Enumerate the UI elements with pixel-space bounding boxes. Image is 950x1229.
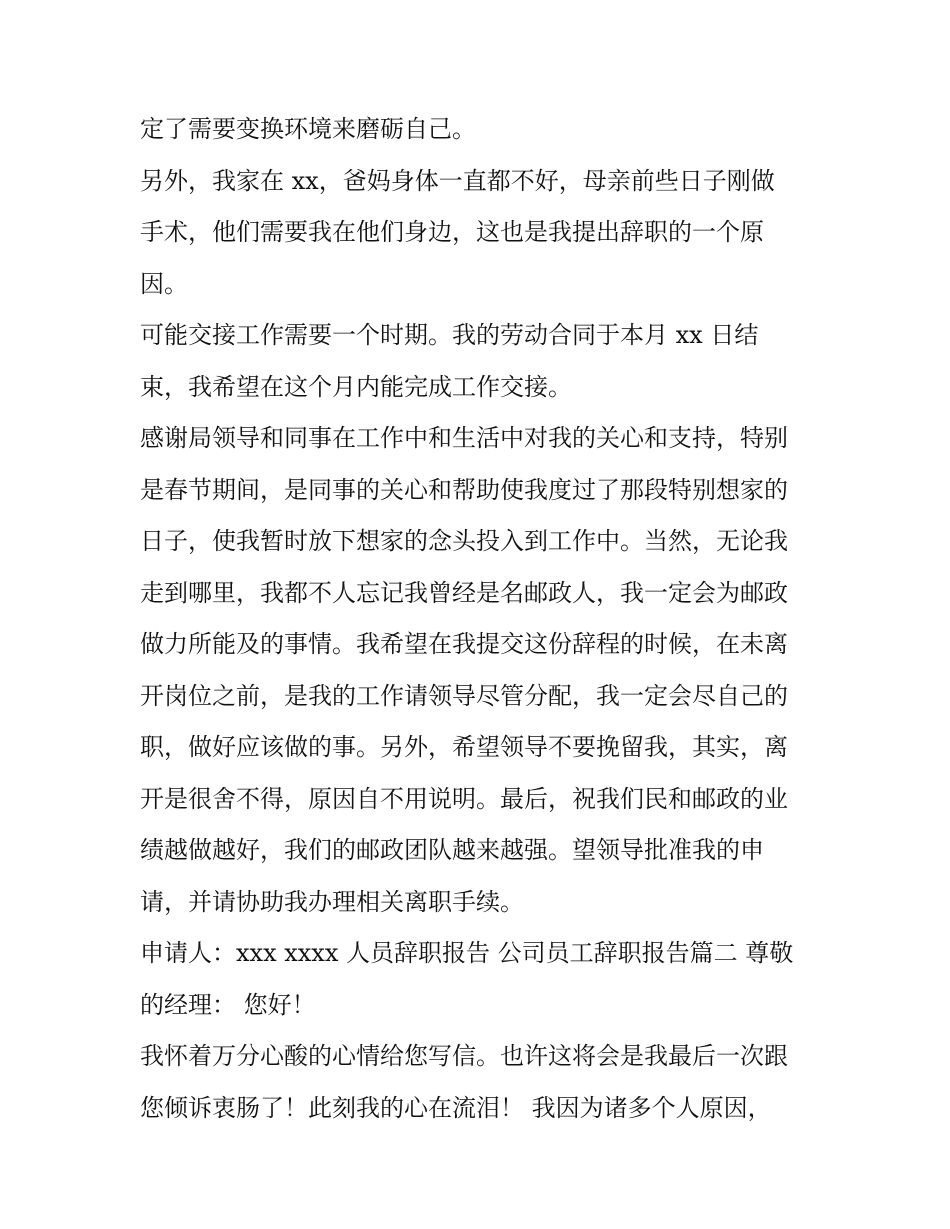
- text-line: 开是很舍不得，原因自不用说明。最后，祝我们民和邮政的业: [140, 784, 788, 813]
- text-line: 手术，他们需要我在他们身边，这也是我提出辞职的一个原: [140, 218, 764, 246]
- text-line: 我怀着万分心酸的心情给您写信。也许这将会是我最后一次跟: [140, 1042, 788, 1070]
- text-line: 申请人：xxx xxxx 人员辞职报告 公司员工辞职报告篇二 尊敬: [140, 939, 794, 967]
- text-line: 是春节期间，是同事的关心和帮助使我度过了那段特别想家的: [140, 475, 788, 504]
- text-line: 日子，使我暂时放下想家的念头投入到工作中。当然，无论我: [140, 527, 788, 555]
- text-line: 做力所能及的事情。我希望在我提交这份辞程的时候，在未离: [140, 630, 788, 658]
- text-line: 因。: [140, 269, 188, 298]
- text-line: 请，并请协助我办理相关离职手续。: [140, 887, 524, 916]
- text-line: 另外，我家在 xx，爸妈身体一直都不好，母亲前些日子刚做: [140, 166, 775, 195]
- text-line: 绩越做越好，我们的邮政团队越来越强。望领导批准我的申: [140, 836, 764, 864]
- text-line: 的经理： 您好！: [140, 990, 316, 1019]
- text-line: 您倾诉衷肠了！此刻我的心在流泪！ 我因为诸多个人原因，: [140, 1093, 772, 1122]
- text-line: 感谢局领导和同事在工作中和生活中对我的关心和支持，特别: [140, 424, 788, 452]
- text-line: 可能交接工作需要一个时期。我的劳动合同于本月 xx 日结: [140, 321, 759, 349]
- text-line: 职，做好应该做的事。另外，希望领导不要挽留我，其实，离: [140, 733, 788, 761]
- document-body: [140, 104, 820, 1134]
- text-line: 束，我希望在这个月内能完成工作交接。: [140, 372, 572, 401]
- text-line: 开岗位之前，是我的工作请领导尽管分配，我一定会尽自己的: [140, 681, 788, 710]
- text-line: 定了需要变换环境来磨砺自己。: [140, 115, 476, 143]
- text-line: 走到哪里，我都不人忘记我曾经是名邮政人，我一定会为邮政: [140, 578, 788, 607]
